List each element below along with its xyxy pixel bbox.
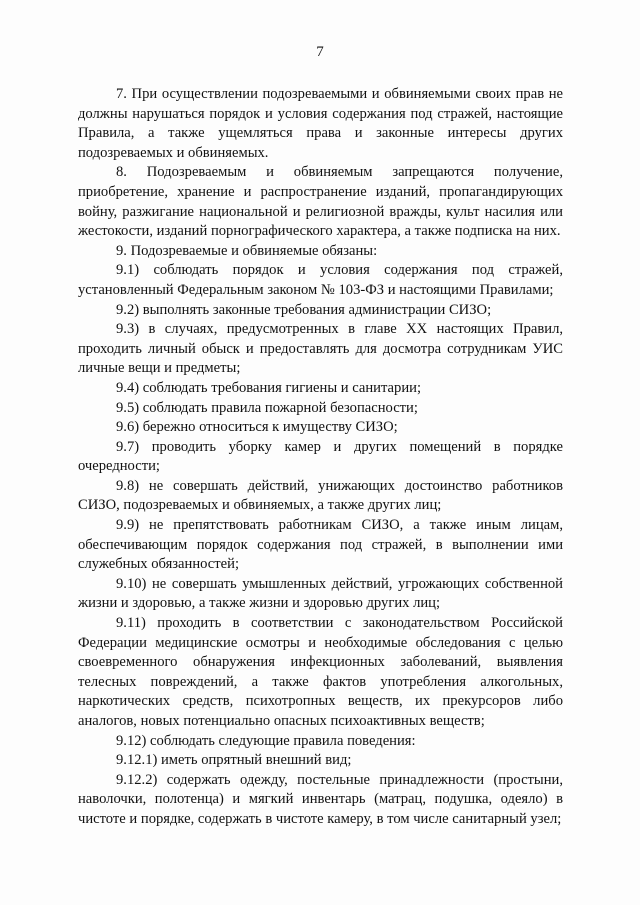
paragraph-9-4: 9.4) соблюдать требования гигиены и санитарии; — [116, 379, 421, 396]
paragraph-9-12: 9.12) соблюдать следующие правила поведения: — [116, 732, 416, 749]
paragraph-9-12-1: 9.12.1) иметь опрятный внешний вид; — [116, 752, 352, 769]
paragraph-9-3: 9.3) в случаях, предусмотренных в главе XX настоящих Правил, проходить личный обыск и предоставлять для досмотра сотрудникам УИС личные вещи и предметы; — [78, 321, 563, 377]
paragraph-9-12-2: 9.12.2) содержать одежду, постельные принадлежности (простыни, наволочки, полотенца) и мягкий инвентарь (матрац, подушка, одеяло) в чистоте и порядке, содержать в чистоте камеру, в том числе санитарный узел; — [78, 771, 563, 827]
document-body — [78, 85, 563, 830]
paragraph-9-2: 9.2) выполнять законные требования администрации СИЗО; — [116, 301, 492, 318]
paragraph-9-9: 9.9) не препятствовать работникам СИЗО, а также иным лицам, обеспечивающим порядок содержания под стражей, в выполнении ими служебных обязанностей; — [78, 517, 563, 573]
paragraph-9-5: 9.5) соблюдать правила пожарной безопасности; — [116, 399, 418, 416]
paragraph-9-1: 9.1) соблюдать порядок и условия содержания под стражей, установленный Федеральным законом № 103-ФЗ и настоящими Правилами; — [78, 262, 563, 298]
page-number: 7 — [316, 44, 324, 60]
paragraph-9: 9. Подозреваемые и обвиняемые обязаны: — [116, 242, 378, 259]
paragraph-9-6: 9.6) бережно относиться к имуществу СИЗО; — [116, 419, 398, 436]
paragraph-7: 7. При осуществлении подозреваемыми и обвиняемыми своих прав не должны нарушаться порядок и условия содержания под стражей, настоящие Правила, а также ущемляться права и законные интересы других подозреваемых и обвиняемых. — [78, 86, 563, 161]
paragraph-9-11: 9.11) проходить в соответствии с законодательством Российской Федерации медицинские осмотры и необходимые обследования с целью своевременного обнаружения инфекционных заболеваний, выявления телесных повреждений, а также фактов употребления алкогольных, наркотических средств, психотропных веществ, их прекурсоров либо аналогов, новых потенциально опасных психоактивных веществ; — [78, 615, 563, 729]
paragraph-8: 8. Подозреваемым и обвиняемым запрещаются получение, приобретение, хранение и распространение изданий, пропагандирующих войну, разжигание национальной и религиозной вражды, культ насилия или жестокости, изданий порнографического характера, а также подписка на них. — [78, 164, 563, 240]
paragraph-9-7: 9.7) проводить уборку камер и других помещений в порядке очередности; — [78, 438, 563, 475]
paragraph-9-8: 9.8) не совершать действий, унижающих достоинство работников СИЗО, подозреваемых и обвиняемых, а также других лиц; — [78, 477, 563, 514]
paragraph-9-10: 9.10) не совершать умышленных действий, угрожающих собственной жизни и здоровью, а также жизни и здоровью других лиц; — [78, 575, 563, 612]
